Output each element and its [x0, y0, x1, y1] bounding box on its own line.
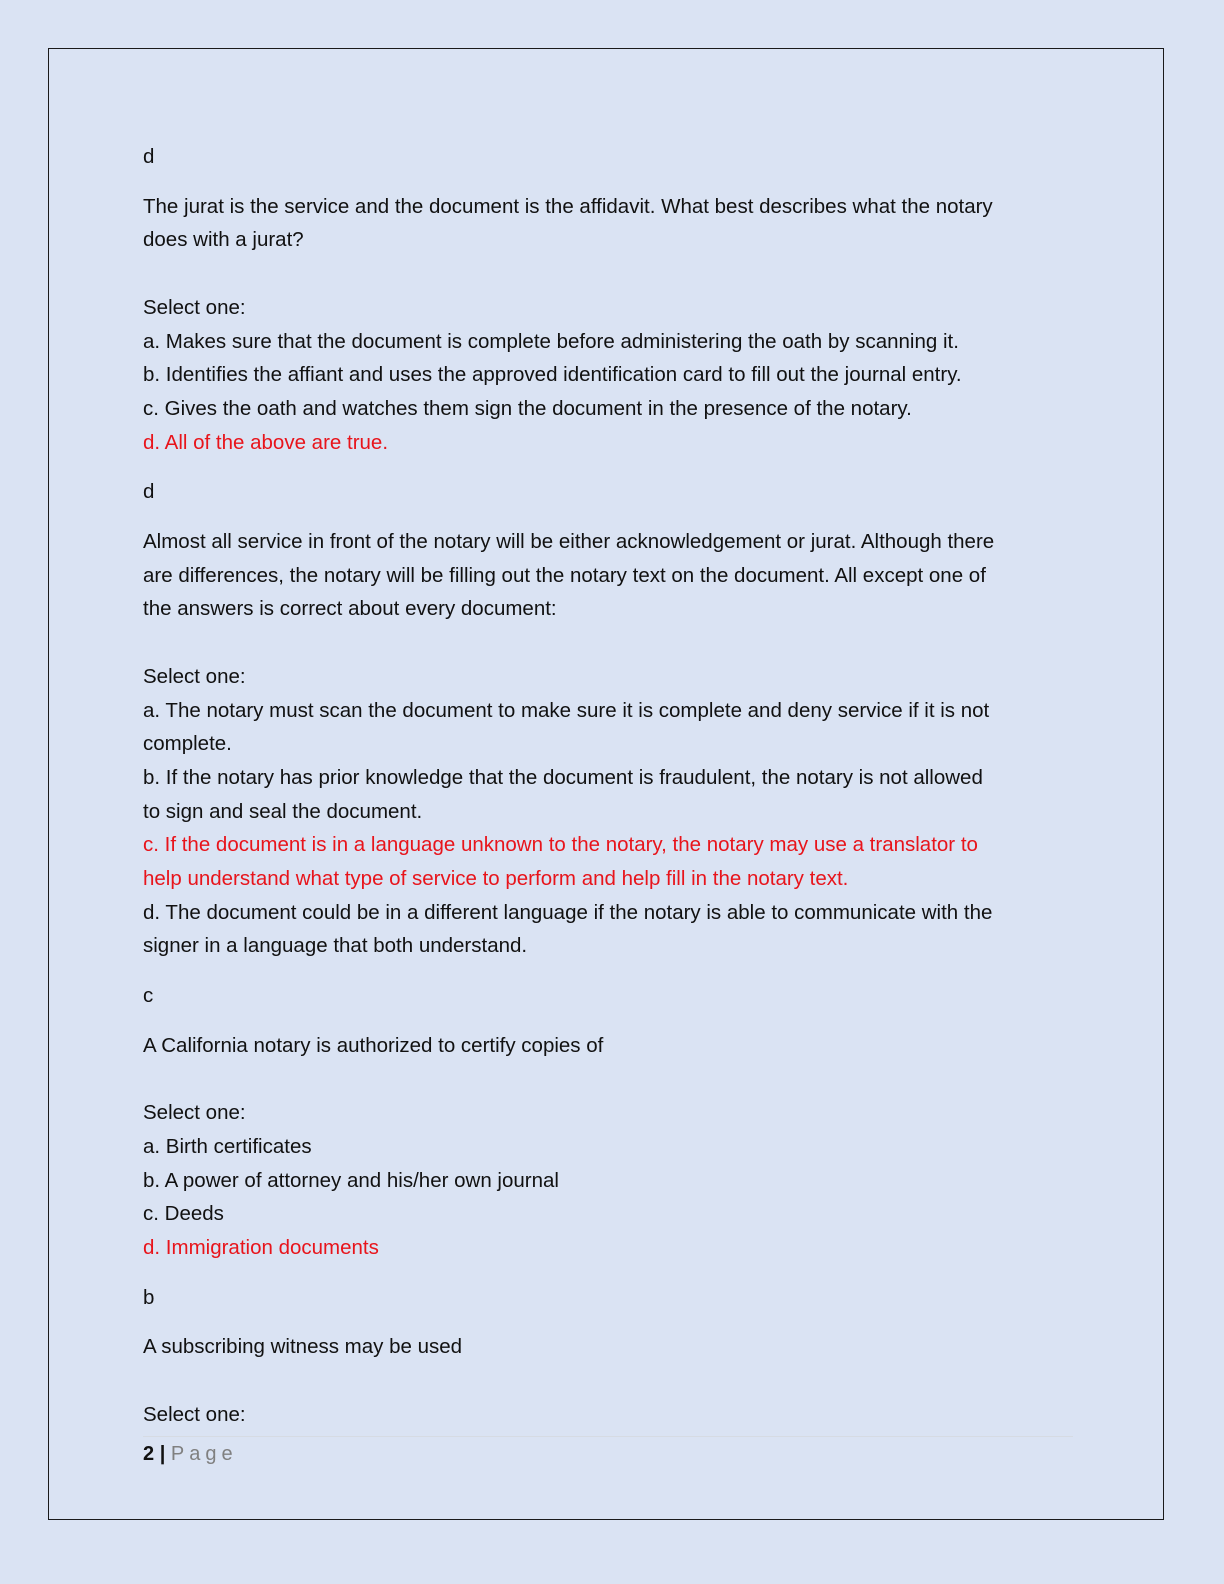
- page-number: 2: [143, 1443, 155, 1465]
- question-line: The jurat is the service and the document is the affidavit. What best describes what the notary: [143, 194, 993, 218]
- option-b: to sign and seal the document.: [143, 799, 423, 823]
- option-b: b. Identifies the affiant and uses the approved identification card to fill out the journal entry.: [143, 363, 962, 387]
- question-line: A subscribing witness may be used: [143, 1335, 463, 1359]
- answer-key: d: [143, 480, 155, 504]
- select-one-label: Select one:: [143, 1101, 246, 1125]
- option-b: b. If the notary has prior knowledge that the document is fraudulent, the notary is not allowed: [143, 765, 983, 789]
- question-block: [143, 1029, 1078, 1265]
- page-footer: [143, 1440, 238, 1468]
- footer-separator: |: [159, 1443, 166, 1465]
- option-d-correct: d. All of the above are true.: [143, 430, 389, 454]
- option-c-correct: help understand what type of service to perform and help fill in the notary text.: [143, 867, 849, 891]
- footer-divider: [143, 1436, 1073, 1437]
- option-d-correct: d. Immigration documents: [143, 1236, 379, 1260]
- question-line: does with a jurat?: [143, 228, 304, 252]
- option-a: a. Makes sure that the document is complete before administering the oath by scanning it.: [143, 329, 959, 353]
- option-a: complete.: [143, 732, 232, 756]
- question-line: are differences, the notary will be filling out the notary text on the document. All except one of: [143, 563, 986, 587]
- question-line: Almost all service in front of the notary will be either acknowledgement or jurat. Although there: [143, 530, 995, 554]
- option-d: d. The document could be in a different language if the notary is able to communicate with the: [143, 900, 993, 924]
- question-block: [143, 525, 1078, 963]
- question-line: the answers is correct about every document:: [143, 597, 557, 621]
- option-a: a. The notary must scan the document to make sure it is complete and deny service if it is not: [143, 698, 990, 722]
- select-one-label: Select one:: [143, 1402, 246, 1426]
- option-d: signer in a language that both understand.: [143, 934, 528, 958]
- answer-key: b: [143, 1285, 155, 1309]
- option-c-correct: c. If the document is in a language unknown to the notary, the notary may use a translator to: [143, 833, 978, 857]
- page-word: Page: [170, 1443, 238, 1465]
- question-block: [143, 1330, 1078, 1431]
- option-c: c. Deeds: [143, 1202, 224, 1226]
- select-one-label: Select one:: [143, 664, 246, 688]
- select-one-label: Select one:: [143, 295, 246, 319]
- document-body: [143, 140, 1078, 1432]
- option-c: c. Gives the oath and watches them sign the document in the presence of the notary.: [143, 396, 912, 420]
- answer-key: c: [143, 984, 154, 1008]
- option-a: a. Birth certificates: [143, 1134, 312, 1158]
- question-line: A California notary is authorized to certify copies of: [143, 1033, 604, 1057]
- answer-key: d: [143, 145, 155, 168]
- option-b: b. A power of attorney and his/her own journal: [143, 1168, 559, 1192]
- question-block: [143, 190, 1078, 460]
